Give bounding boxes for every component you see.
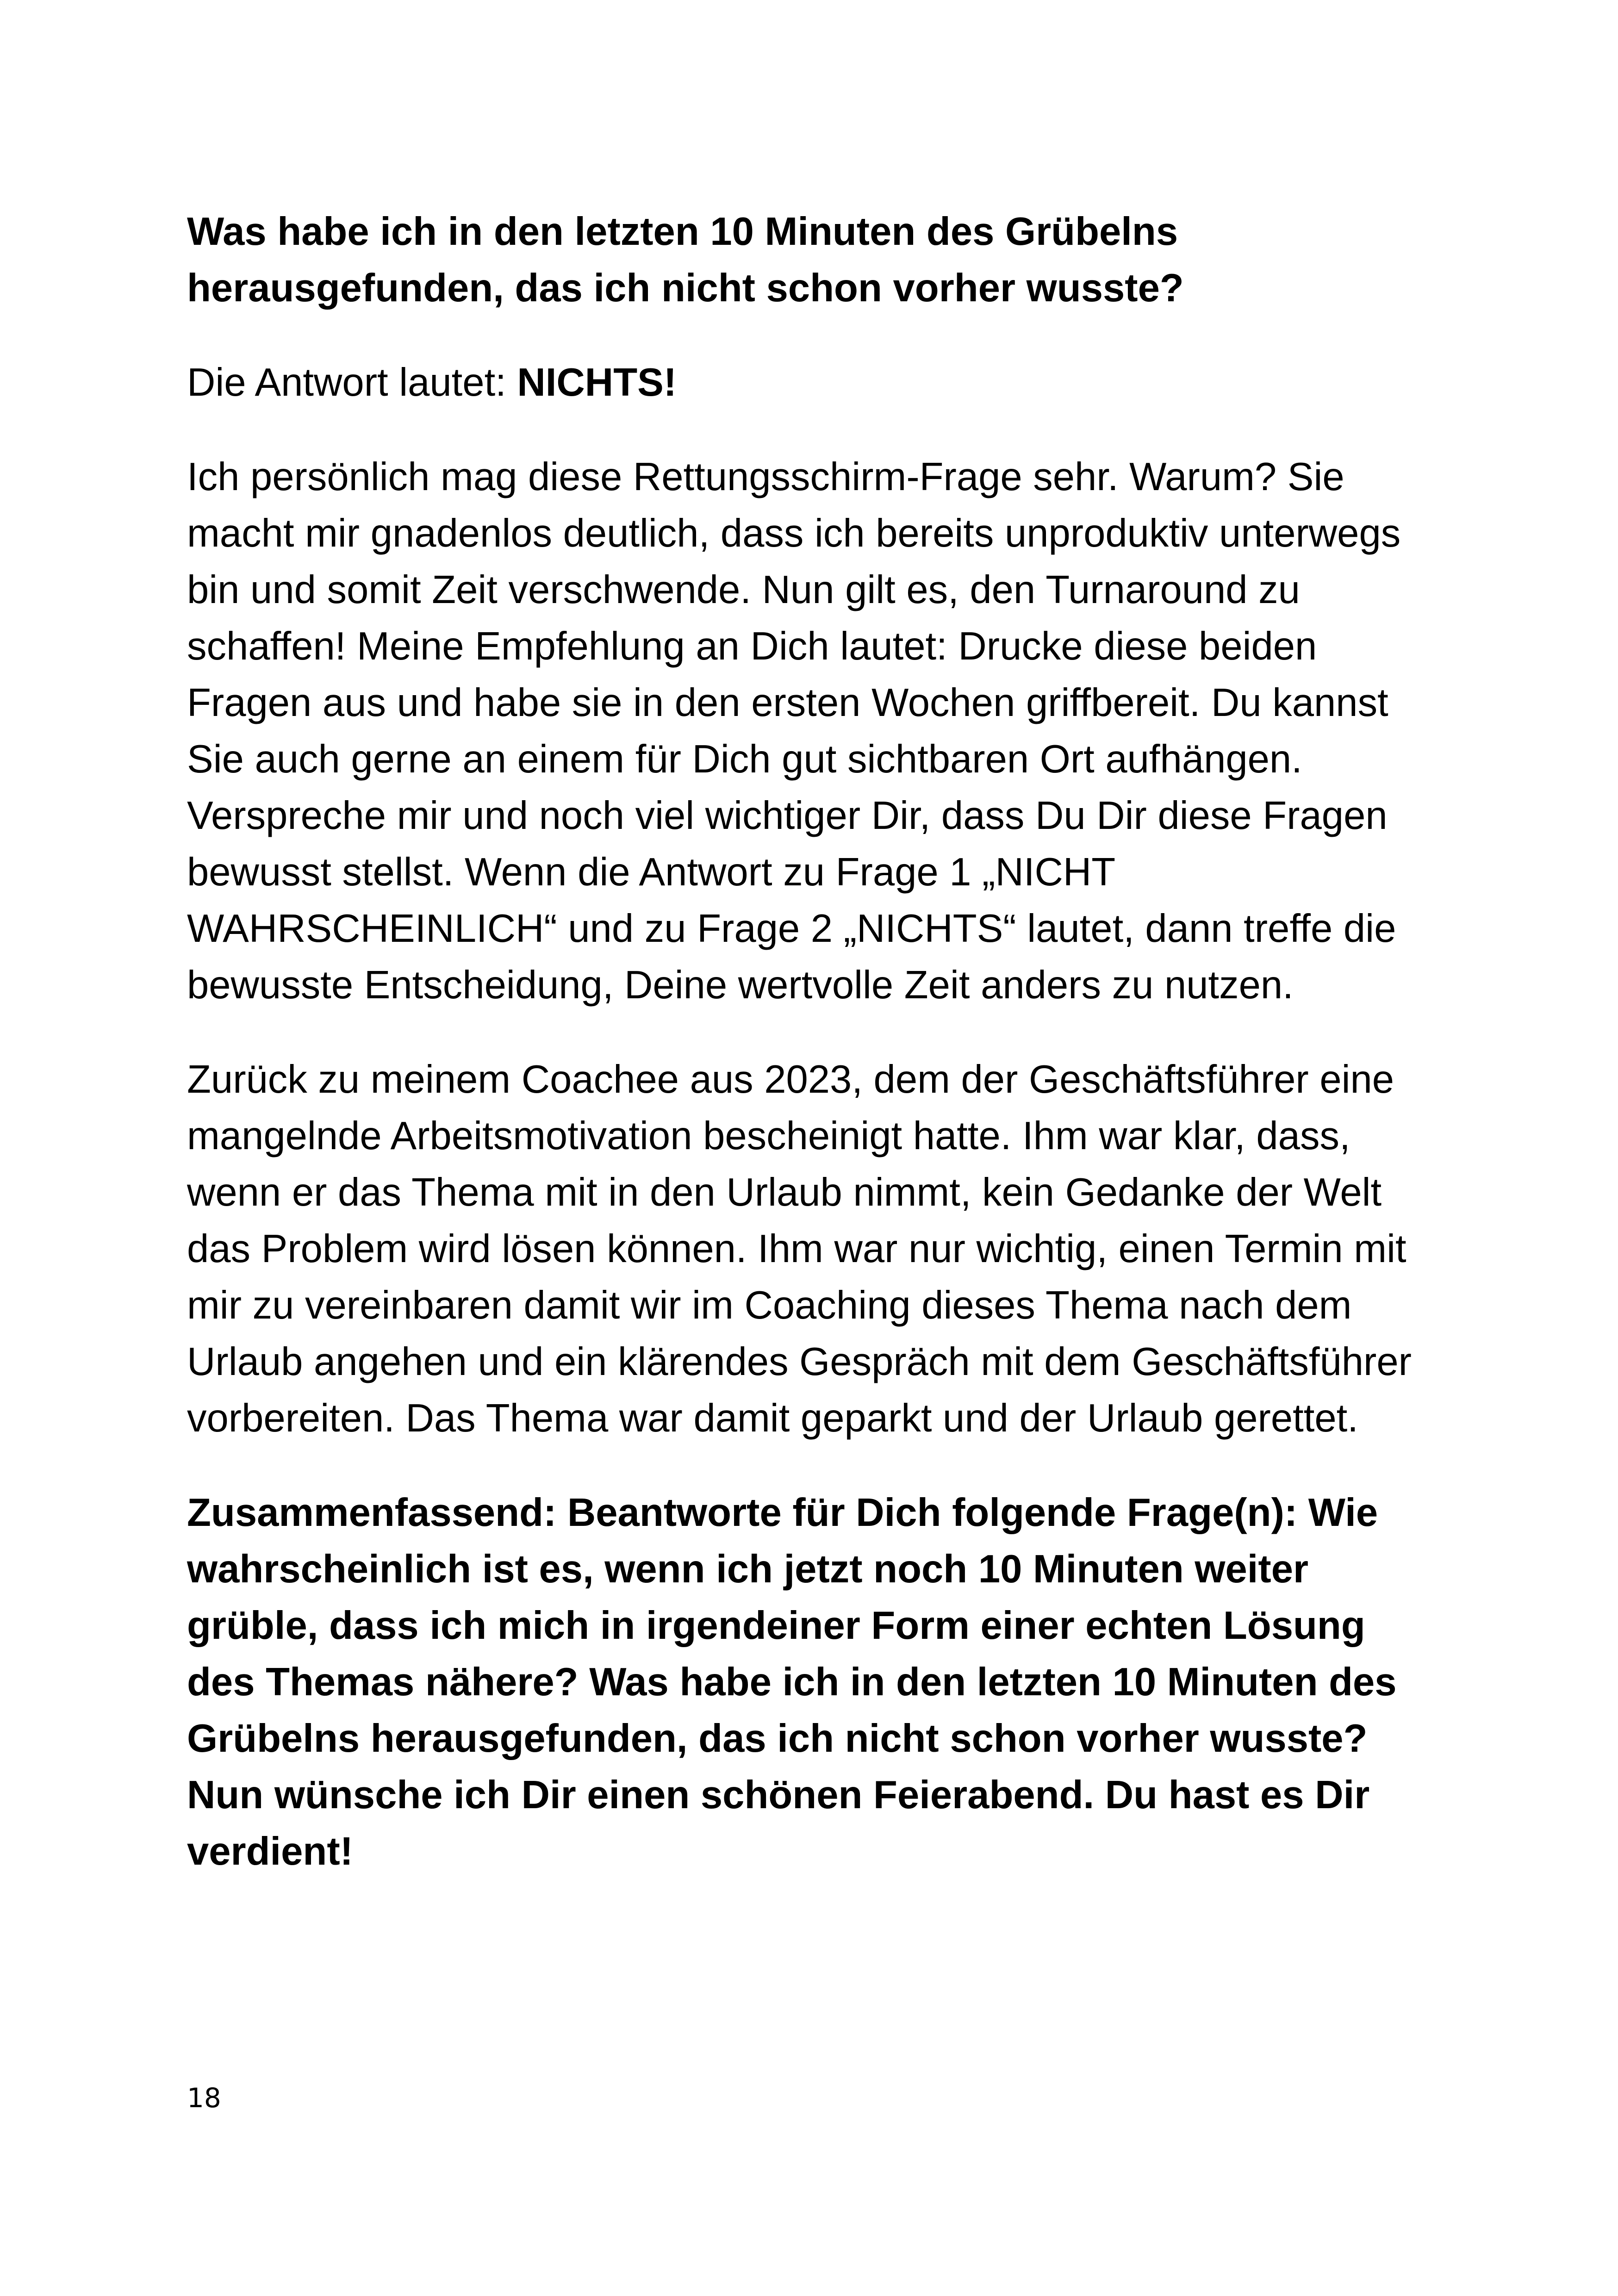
answer-line xyxy=(187,355,1432,411)
page-number: 18 xyxy=(187,2082,221,2114)
question-heading: Was habe ich in den letzten 10 Minuten des Grübelns herausgefunden, das ich nicht schon vorher wusste? xyxy=(187,210,1184,310)
summary-paragraph: Zusammenfassend: Beantworte für Dich folgende Frage(n): Wie wahrscheinlich ist es, wenn ich jetzt noch 10 Minuten weiter grüble, dass ich mich in irgendeiner Form einer echten Lösung des Themas nähere? Was habe ich in den letzten 10 Minuten des Grübelns herausgefunden, das ich nicht schon vorher wusste? Nun wünsche ich Dir einen schönen Feierabend. Du hast es Dir verdient! xyxy=(187,1491,1397,1873)
page-body xyxy=(187,204,1432,1918)
answer-value: NICHTS! xyxy=(517,361,677,404)
body-paragraph-1: Ich persönlich mag diese Rettungsschirm-Frage sehr. Warum? Sie macht mir gnadenlos deutlich, dass ich bereits unproduktiv unterwegs bin und somit Zeit verschwende. Nun gilt es, den Turnaround zu schaffen! Meine Empfehlung an Dich lautet: Drucke diese beiden Fragen aus und habe sie in den ersten Wochen griffbereit. Du kannst Sie auch gerne an einem für Dich gut sichtbaren Ort aufhängen. Verspreche mir und noch viel wichtiger Dir, dass Du Dir diese Fragen bewusst stellst. Wenn die Antwort zu Frage 1 „NICHT WAHRSCHEINLICH“ und zu Frage 2 „NICHTS“ lautet, dann treffe die bewusste Entscheidung, Deine wertvolle Zeit anders zu nutzen. xyxy=(187,455,1401,1007)
body-paragraph-2: Zurück zu meinem Coachee aus 2023, dem der Geschäftsführer eine mangelnde Arbeitsmotivation bescheinigt hatte. Ihm war klar, dass, wenn er das Thema mit in den Urlaub nimmt, kein Gedanke der Welt das Problem wird lösen können. Ihm war nur wichtig, einen Termin mit mir zu vereinbaren damit wir im Coaching dieses Thema nach dem Urlaub angehen und ein klärendes Gespräch mit dem Geschäftsführer vorbereiten. Das Thema war damit geparkt und der Urlaub gerettet. xyxy=(187,1058,1412,1440)
answer-prefix: Die Antwort lautet: xyxy=(187,361,517,404)
